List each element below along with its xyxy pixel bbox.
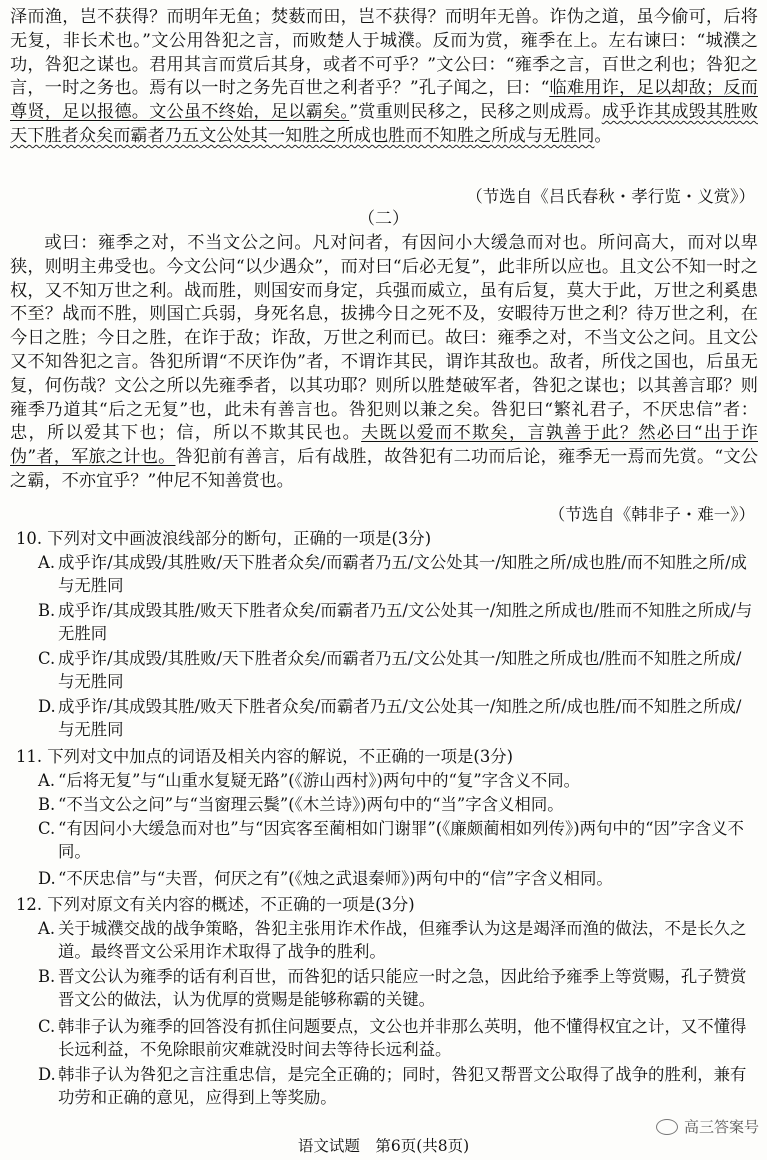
underlined-sentence-two: 夫既以爱而不欺矣，言孰善于此？然必曰“出于诈伪”者，军旅之计也。 — [10, 423, 758, 468]
option-label: A. — [38, 919, 56, 938]
question-11-title: 11. 下列对文中加点的词语及相关内容的解说，不正确的一项是(3分) — [16, 747, 514, 766]
section-two-heading: （二） — [358, 209, 409, 229]
passage-two-source: （节选自《韩非子・难一》） — [548, 505, 755, 524]
question-11-option-c[interactable] — [38, 818, 754, 863]
option-label: A. — [38, 553, 56, 572]
question-11-option-b[interactable] — [38, 794, 754, 817]
option-label: A. — [38, 771, 56, 790]
option-text: “后将无复”与“山重水复疑无路”(《游山西村》)两句中的“复”字含义不同。 — [58, 771, 580, 790]
question-12-option-a[interactable] — [38, 918, 754, 963]
page-footer: 语文试题 第6页(共8页) — [297, 1137, 470, 1155]
passage-one-text: 泽而渔，岂不获得？而明年无鱼；焚薮而田，岂不获得？而明年无兽。诈伪之道，虽今偷可，后将无复，非长术也。”文公用咎犯之言，而败楚人于城濮。反而为赏，雍季在上。左右谏曰：“城濮之功，咎犯之谋也。君用其言而赏后其身，或者不可乎？”文公曰：“雍季之言，百世之利也；咎犯之言，一时之务也。焉有以一时之务先百世之利者乎？”孔子闻之，曰：“ — [10, 7, 758, 99]
wavy-underlined-segment: 成乎诈其成毁其胜败天下胜者众矣而霸者乃五文公处其一知胜之所成也胜而不知胜之所成与无胜同 — [10, 102, 758, 146]
passage-one-end: 。 — [594, 125, 612, 146]
watermark-text: 高三答案号 — [683, 1118, 759, 1136]
option-text: 成乎诈/其成毁/其胜败/天下胜者众矣/而霸者乃五/文公处其一/知胜之所/成也胜/而不知胜之所/成与无胜同 — [58, 553, 747, 595]
question-10-title: 10. 下列对文中画波浪线部分的断句，正确的一项是(3分) — [16, 529, 432, 548]
option-label: B. — [38, 601, 56, 620]
question-10-option-c[interactable] — [38, 648, 754, 693]
underlined-sentence-one: 临难用诈，足以却敌；反而尊贤，足以报德。文公虽不终始，足以霸矣。 — [10, 78, 758, 123]
option-text: 成乎诈/其成毁其胜/败天下胜者众矣/而霸者乃五/文公处其一/知胜之所/成也胜/而不知胜之所成/与无胜同 — [58, 697, 742, 739]
option-text: “有因问小大缓急而对也”与“因宾客至蔺相如门谢罪”(《廉颇蔺相如列传》)两句中的“因”字含义不同。 — [58, 819, 744, 861]
option-text: 晋文公认为雍季的话有利百世，而咎犯的话只能应一时之急，因此给予雍季上等赏赐，孔子赞赏晋文公的做法，认为优厚的赏赐是能够称霸的关键。 — [58, 967, 747, 1009]
question-10-option-b[interactable] — [38, 600, 754, 645]
option-label: C. — [38, 649, 56, 668]
question-12-title: 12. 下列对原文有关内容的概述，不正确的一项是(3分) — [16, 895, 415, 914]
question-12-option-c[interactable] — [38, 1016, 754, 1061]
passage-two — [10, 232, 758, 494]
passage-two-end: 咎犯前有善言，后有战胜，故咎犯有二功而后论，雍季无一焉而先赏。“文公之霸，不亦宜乎？”仲尼不知善赏也。 — [10, 447, 758, 491]
passage-one-mid: ”赏重则民移之，民移之则成焉。 — [349, 102, 602, 123]
option-text: 成乎诈/其成毁/其胜败/天下胜者众矣/而霸者乃五/文公处其一/知胜之所成也/胜而不知胜之所成/与无胜同 — [58, 649, 742, 691]
option-text: 韩非子认为雍季的回答没有抓住问题要点，文公也并非那么英明，他不懂得权宜之计，又不懂得长远利益，不免除眼前灾难就没时间去等待长远利益。 — [58, 1017, 747, 1059]
option-text: “不当文公之问”与“当窗理云鬓”(《木兰诗》)两句中的“当”字含义相同。 — [58, 795, 564, 814]
option-label: D. — [38, 1065, 56, 1084]
option-label: B. — [38, 967, 56, 986]
passage-two-text: 或曰：雍季之对，不当文公之问。凡对问者，有因问小大缓急而对也。所问高大，而对以卑狭，则明主弗受也。今文公问“以少遇众”，而对曰“后必无复”，此非所以应也。且文公不知一时之权，又不知万世之利。战而胜，则国安而身定，兵强而威立，虽有后复，莫大于此，万世之利奚患不至？战而不胜，则国亡兵弱，身死名息，拔拂今日之死不及，安暇待万世之利？待万世之利，在今日之胜；今日之胜，在诈于敌；诈敌，万世之利而已。故曰：雍季之对，不当文公之问。且文公又不知咎犯之言。咎犯所谓“不厌诈伪”者，不谓诈其民，谓诈其敌也。敌者，所伐之国也，后虽无复，何伤哉？文公之所以先雍季者，以其功耶？则所以胜楚破军者，咎犯之谋也；以其善言耶？则雍季乃道其“后之无复”也，此未有善言也。咎犯则以兼之矣。咎犯曰“繁礼君子，不厌忠信”者：忠，所以爱其下也；信，所以不欺其民也。 — [10, 233, 758, 444]
option-text: 关于城濮交战的战争策略，咎犯主张用诈术作战，但雍季认为这是竭泽而渔的做法，不是长久之道。最终晋文公采用诈术取得了战争的胜利。 — [58, 919, 747, 961]
question-10-option-a[interactable] — [38, 552, 754, 597]
passage-one — [10, 6, 758, 149]
option-label: D. — [38, 869, 56, 888]
option-text: 韩非子认为咎犯之言注重忠信，是完全正确的；同时，咎犯又帮晋文公取得了战争的胜利，兼有功劳和正确的意见，应得到上等奖励。 — [58, 1065, 747, 1107]
passage-one-source: （节选自《吕氏春秋・孝行览・义赏》） — [466, 187, 755, 206]
option-label: C. — [38, 1017, 56, 1036]
option-label: C. — [38, 819, 56, 838]
option-text: 成乎诈/其成毁其胜/败天下胜者众矣/而霸者乃五/文公处其一/知胜之所成也/胜而不知胜之所成/与无胜同 — [58, 601, 753, 643]
question-12-option-b[interactable] — [38, 966, 754, 1011]
question-10-option-d[interactable] — [38, 696, 754, 741]
chat-bubble-icon — [656, 1119, 678, 1135]
option-label: D. — [38, 697, 56, 716]
question-11-option-d[interactable] — [38, 868, 754, 891]
question-12-option-d[interactable] — [38, 1064, 754, 1109]
option-text: “不厌忠信”与“夫晋，何厌之有”(《烛之武退秦师》)两句中的“信”字含义相同。 — [58, 869, 613, 888]
question-11-option-a[interactable] — [38, 770, 754, 793]
option-label: B. — [38, 795, 56, 814]
